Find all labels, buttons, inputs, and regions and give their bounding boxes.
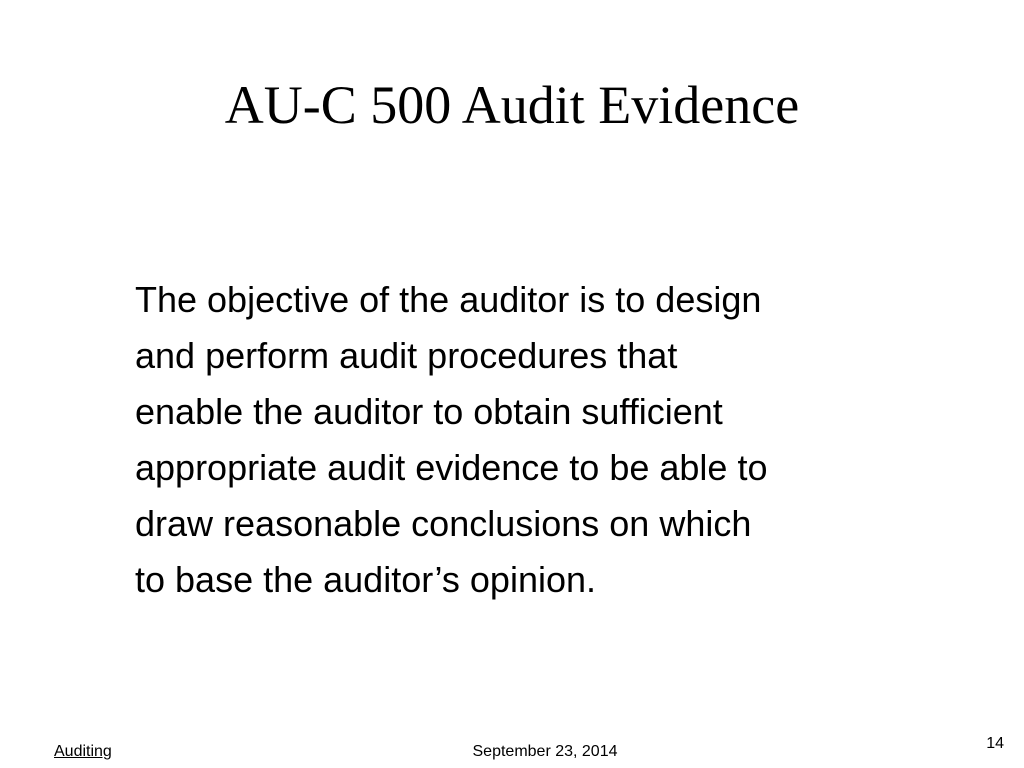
- footer-date: September 23, 2014: [472, 743, 618, 760]
- slide-body-text: [135, 272, 995, 608]
- body-line: and perform audit procedures that: [135, 335, 678, 376]
- footer-course-label: Auditing: [54, 743, 112, 760]
- slide-number: 14: [986, 735, 1004, 752]
- body-line: to base the auditor’s opinion.: [135, 559, 597, 600]
- body-line: draw reasonable conclusions on which: [135, 503, 752, 544]
- slide-title: AU-C 500 Audit Evidence: [224, 75, 800, 135]
- body-line: enable the auditor to obtain sufficient: [135, 391, 723, 432]
- body-line: appropriate audit evidence to be able to: [135, 447, 768, 488]
- body-line: The objective of the auditor is to design: [135, 279, 762, 320]
